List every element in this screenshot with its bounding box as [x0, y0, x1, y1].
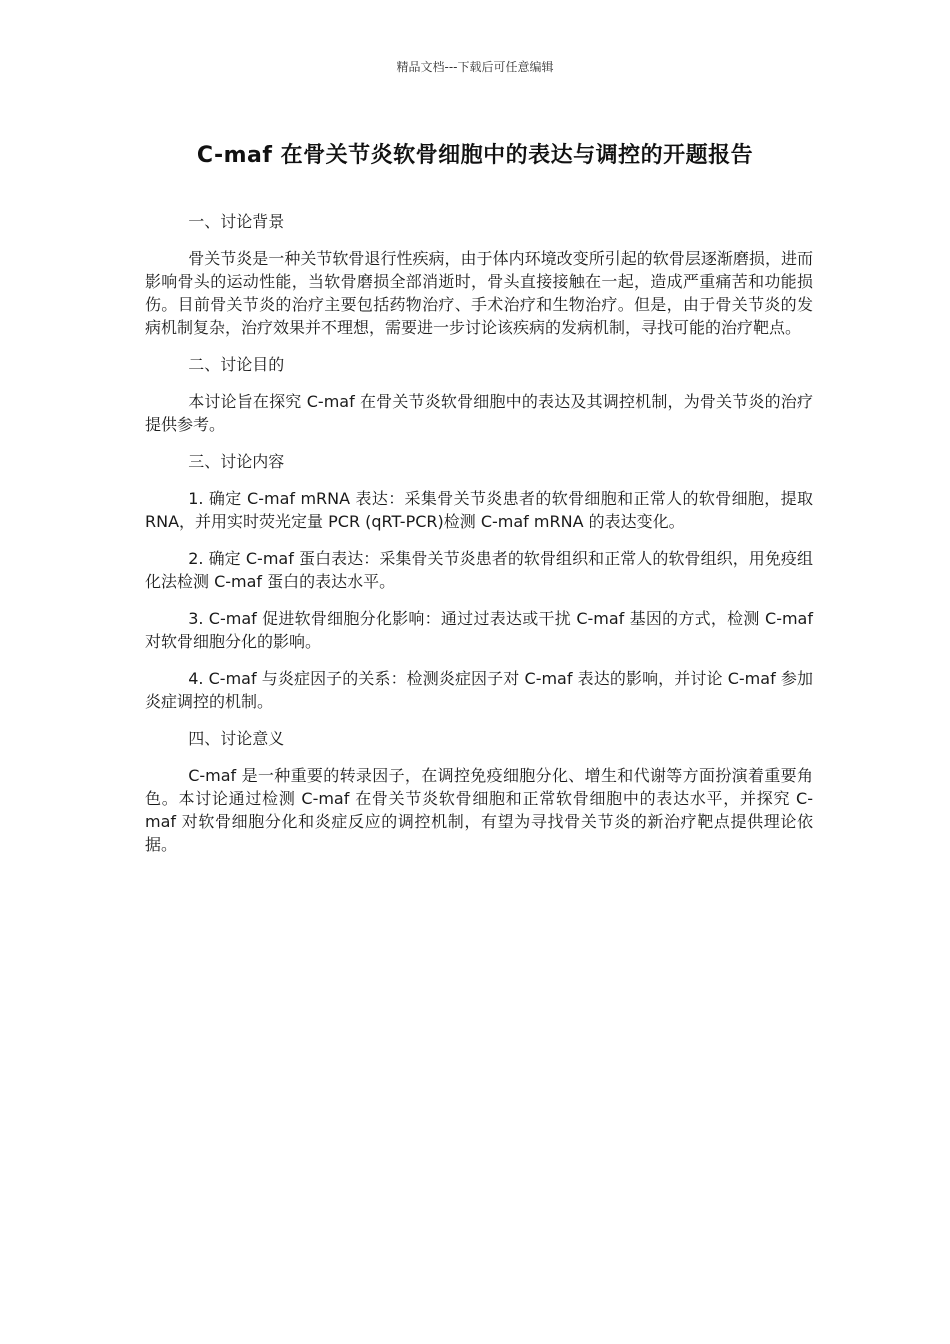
- section-significance: [145, 727, 813, 856]
- paragraph: 1. 确定 C-maf mRNA 表达：采集骨关节炎患者的软骨细胞和正常人的软骨细胞，提取 RNA，并用实时荧光定量 PCR (qRT-PCR)检测 C-maf mRNA 的表达变化。: [145, 489, 813, 531]
- header-note: 精品文档---下载后可任意编辑: [396, 60, 554, 74]
- paragraph: 4. C-maf 与炎症因子的关系：检测炎症因子对 C-maf 表达的影响，并讨论 C-maf 参加炎症调控的机制。: [145, 669, 813, 711]
- paragraph: 2. 确定 C-maf 蛋白表达：采集骨关节炎患者的软骨组织和正常人的软骨组织，用免疫组化法检测 C-maf 蛋白的表达水平。: [145, 549, 813, 591]
- paragraph: 骨关节炎是一种关节软骨退行性疾病，由于体内环境改变所引起的软骨层逐渐磨损，进而影响骨头的运动性能，当软骨磨损全部消逝时，骨头直接接触在一起，造成严重痛苦和功能损伤。目前骨关节炎的治疗主要包括药物治疗、手术治疗和生物治疗。但是，由于骨关节炎的发病机制复杂，治疗效果并不理想，需要进一步讨论该疾病的发病机制，寻找可能的治疗靶点。: [145, 249, 813, 337]
- section-purpose: [145, 353, 813, 436]
- paragraph: 3. C-maf 促进软骨细胞分化影响：通过过表达或干扰 C-maf 基因的方式，检测 C-maf 对软骨细胞分化的影响。: [145, 609, 813, 651]
- section-heading: 二、讨论目的: [188, 355, 285, 374]
- section-heading: 四、讨论意义: [188, 729, 285, 748]
- paragraph: C-maf 是一种重要的转录因子，在调控免疫细胞分化、增生和代谢等方面扮演着重要角色。本讨论通过检测 C-maf 在骨关节炎软骨细胞和正常软骨细胞中的表达水平，并探究 C-maf 对软骨细胞分化和炎症反应的调控机制，有望为寻找骨关节炎的新治疗靶点提供理论依据。: [145, 766, 813, 854]
- document-body: [145, 210, 813, 870]
- document-title: C-maf 在骨关节炎软骨细胞中的表达与调控的开题报告: [196, 143, 754, 168]
- section-heading: 一、讨论背景: [188, 212, 285, 231]
- section-heading: 三、讨论内容: [188, 452, 285, 471]
- section-background: [145, 210, 813, 339]
- paragraph: 本讨论旨在探究 C-maf 在骨关节炎软骨细胞中的表达及其调控机制，为骨关节炎的治疗提供参考。: [145, 392, 813, 434]
- section-content: [145, 450, 813, 713]
